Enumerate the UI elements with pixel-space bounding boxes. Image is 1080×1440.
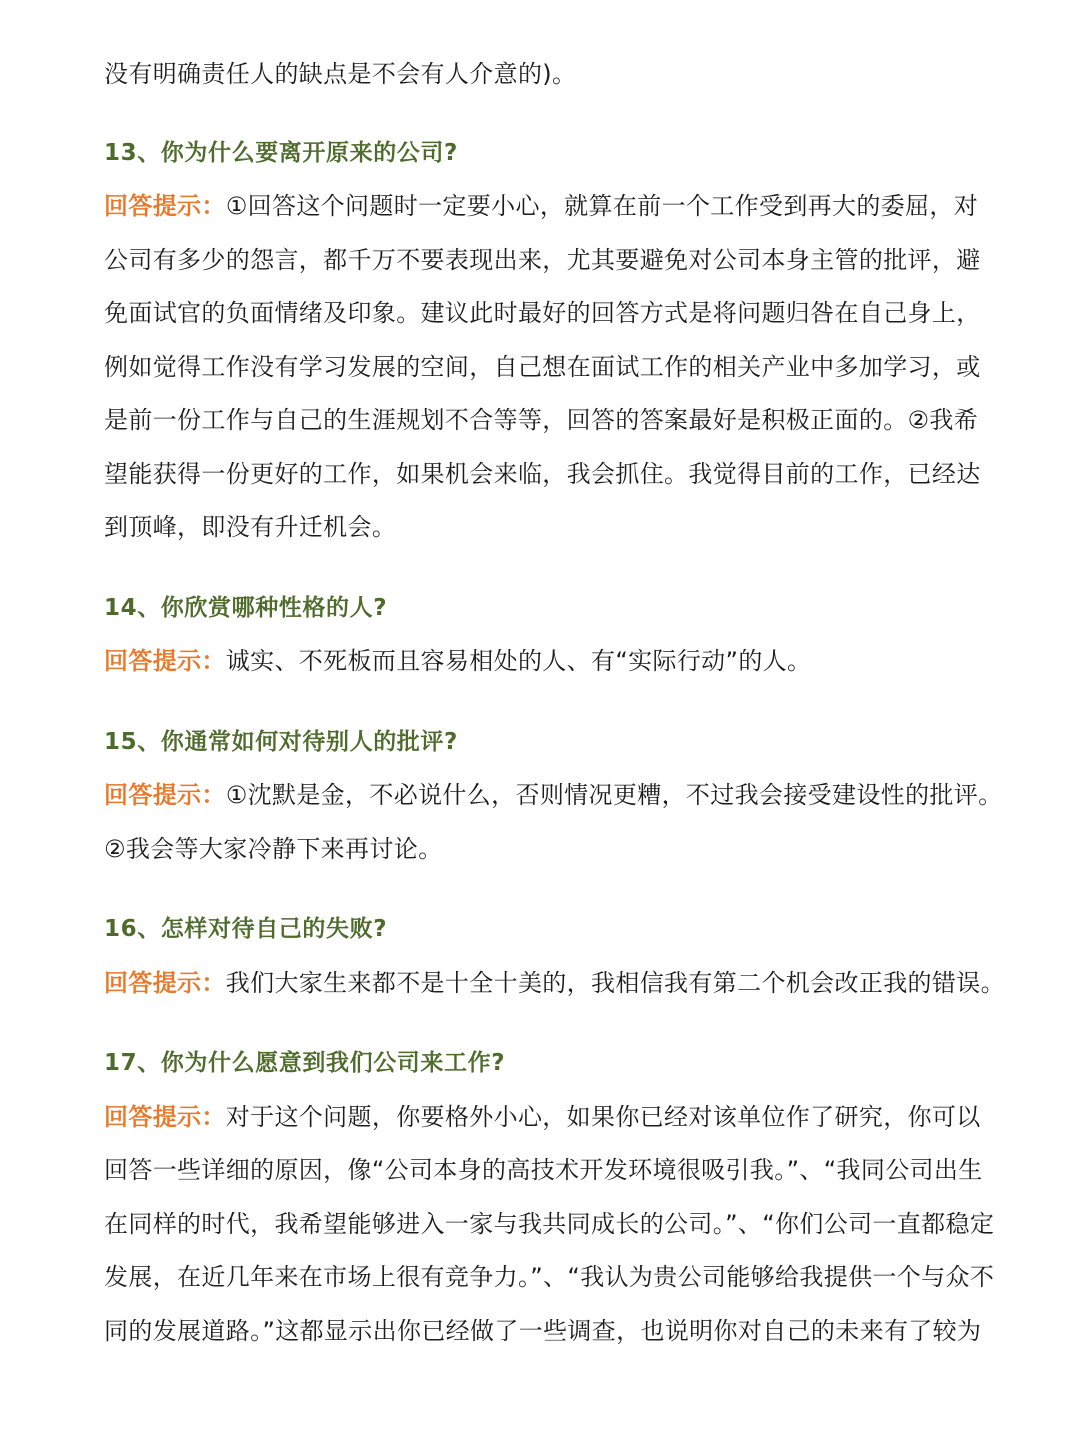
answer-text: 对于这个问题，你要格外小心，如果你已经对该单位作了研究，你可以 bbox=[225, 1102, 981, 1131]
answer-line: 望能获得一份更好的工作，如果机会来临，我会抓住。我觉得目前的工作，已经达 bbox=[104, 459, 981, 488]
answer-label: 回答提示： bbox=[104, 781, 226, 809]
answer-label: 回答提示： bbox=[104, 1102, 226, 1131]
answer-text: ①沈默是金，不必说什么，否则情况更糟，不过我会接受建设性的批评。 bbox=[225, 781, 1003, 809]
answer-line bbox=[104, 180, 984, 234]
answer-line: 公司有多少的怨言，都千万不要表现出来，尤其要避免对公司本身主管的批评，避 bbox=[104, 245, 981, 274]
answer-line: 在同样的时代，我希望能够进入一家与我共同成长的公司。”、“你们公司一直都稳定 bbox=[104, 1209, 995, 1238]
answer-line: 到顶峰，即没有升迁机会。 bbox=[104, 513, 397, 541]
document-body bbox=[104, 48, 1005, 1358]
answer-line: 例如觉得工作没有学习发展的空间，自己想在面试工作的相关产业中多加学习，或 bbox=[104, 352, 981, 381]
qa-section-17 bbox=[104, 1037, 995, 1358]
answer-text: 诚实、不死板而且容易相处的人、有“实际行动”的人。 bbox=[225, 647, 812, 675]
answer-line: 回答一些详细的原因，像“公司本身的高技术开发环境很吸引我。”、“我同公司出生 bbox=[104, 1156, 983, 1184]
answer-label: 回答提示： bbox=[104, 968, 226, 997]
answer-text: ①回答这个问题时一定要小心，就算在前一个工作受到再大的委屈，对 bbox=[225, 192, 979, 220]
answer-line: 同的发展道路。”这都显示出你已经做了一些调查，也说明你对自己的未来有了较为 bbox=[104, 1316, 982, 1345]
question-heading: 17、你为什么愿意到我们公司来工作? bbox=[104, 1050, 506, 1076]
qa-section-14 bbox=[104, 582, 984, 689]
answer-line: 是前一份工作与自己的生涯规划不合等等，回答的答案最好是积极正面的。②我希 bbox=[104, 406, 979, 434]
answer-line bbox=[104, 957, 1005, 1011]
answer-line: ②我会等大家冷静下来再讨论。 bbox=[104, 834, 443, 863]
qa-section-16 bbox=[104, 903, 1005, 1010]
question-heading: 16、怎样对待自己的失败? bbox=[104, 916, 388, 942]
qa-section-13 bbox=[104, 127, 984, 555]
qa-section-15 bbox=[104, 716, 1003, 877]
question-heading: 15、你通常如何对待别人的批评? bbox=[104, 728, 458, 755]
answer-label: 回答提示： bbox=[104, 647, 226, 675]
answer-text: 我们大家生来都不是十全十美的，我相信我有第二个机会改正我的错误。 bbox=[225, 968, 1005, 997]
answer-line: 发展，在近几年来在市场上很有竞争力。”、“我认为贵公司能够给我提供一个与众不 bbox=[104, 1263, 995, 1291]
answer-label: 回答提示： bbox=[104, 192, 226, 220]
answer-line bbox=[104, 769, 1003, 823]
question-heading: 13、你为什么要离开原来的公司? bbox=[104, 139, 458, 166]
question-heading: 14、你欣赏哪种性格的人? bbox=[104, 594, 388, 621]
answer-line bbox=[104, 1091, 984, 1145]
answer-line bbox=[104, 635, 984, 689]
lead-in-line: 没有明确责任人的缺点是不会有人介意的)。 bbox=[104, 60, 577, 88]
answer-line: 免面试官的负面情绪及印象。建议此时最好的回答方式是将问题归咎在自己身上， bbox=[104, 299, 981, 327]
